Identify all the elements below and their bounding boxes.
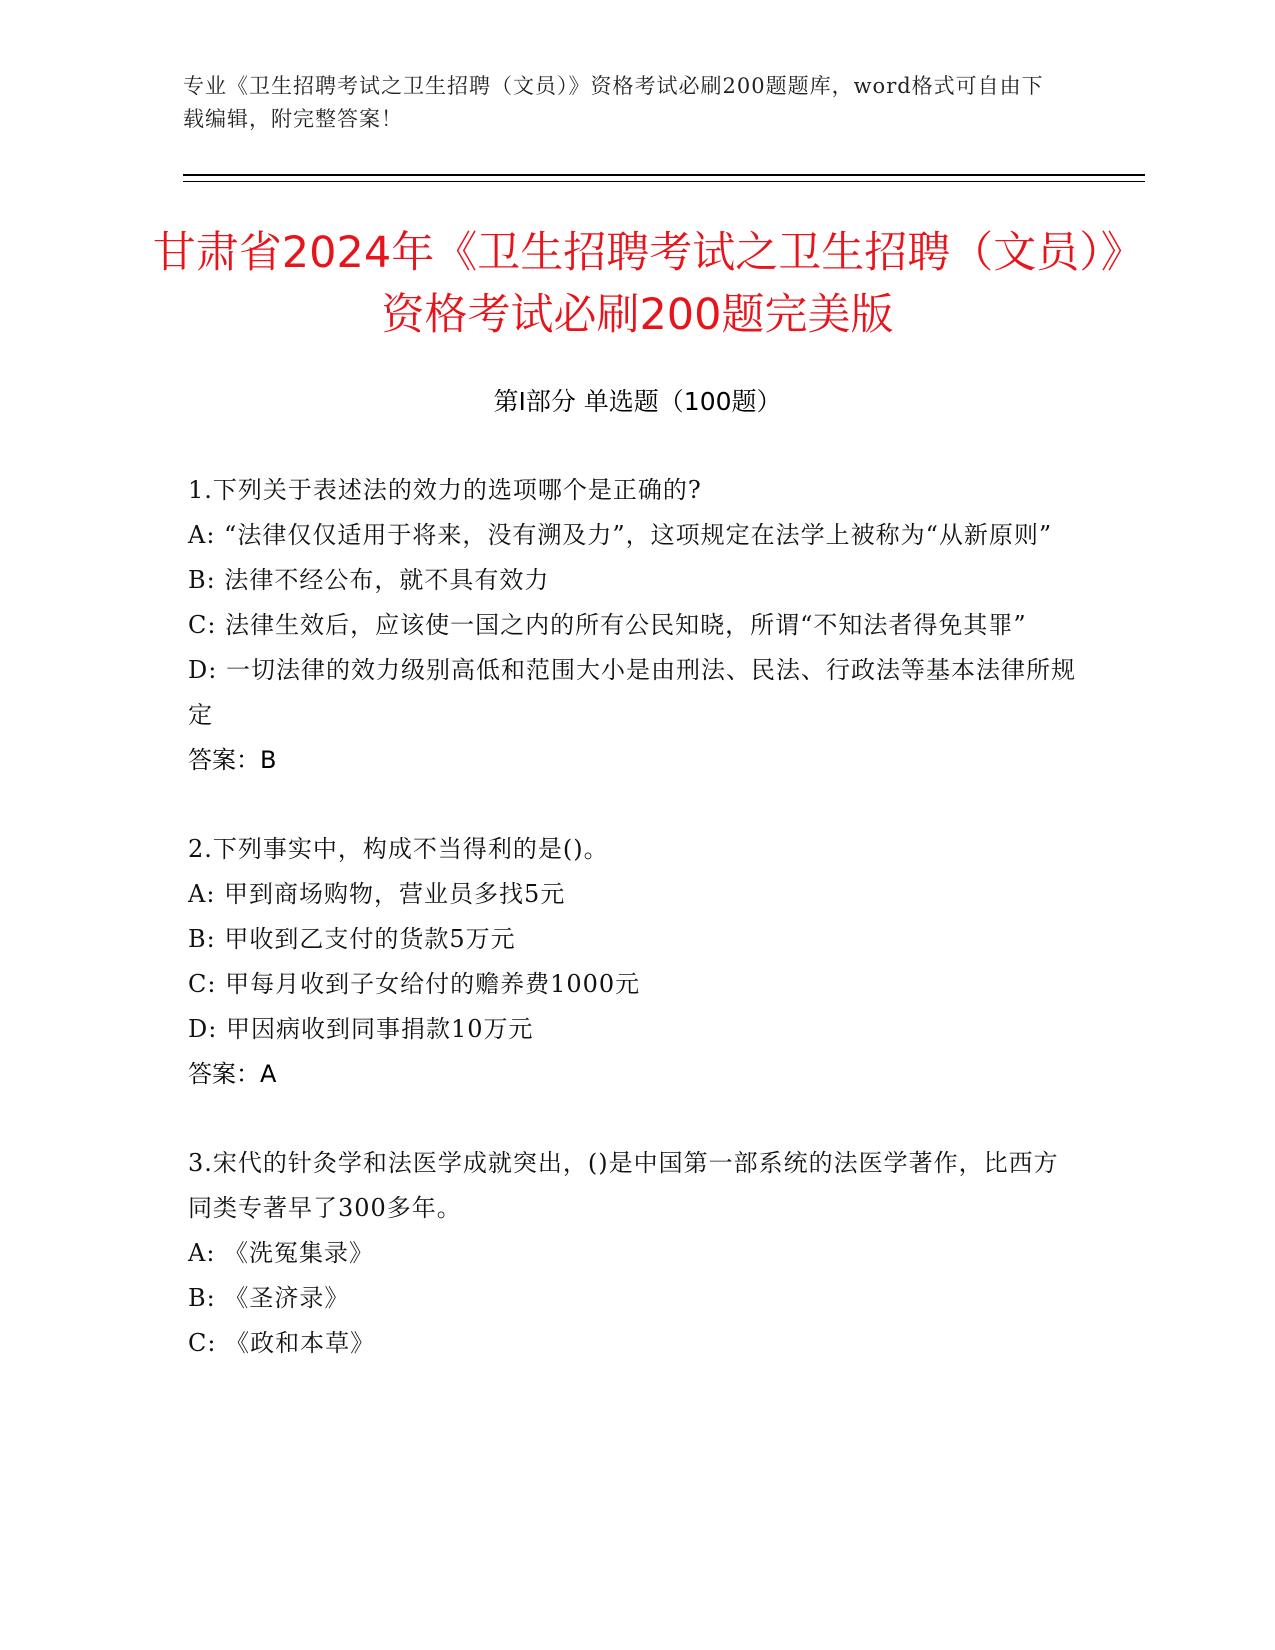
option-a: A: “法律仅仅适用于将来，没有溯及力”，这项规定在法学上被称为“从新原则” [188,521,1053,549]
option-c: C: 《政和本草》 [188,1329,376,1357]
question-stem: 2.下列事实中，构成不当得利的是()。 [188,835,609,863]
question-stem: 1.下列关于表述法的效力的选项哪个是正确的? [188,476,702,504]
option-d: D: 一切法律的效力级别高低和范围大小是由刑法、民法、行政法等基本法律所规定 [188,656,1076,729]
answer-line: 答案：B [188,746,277,774]
header-divider-thin [183,181,1145,182]
option-a: A: 《洗冤集录》 [188,1239,375,1267]
question-2 [188,827,1078,1097]
header-divider-thick [183,174,1145,176]
question-3 [188,1141,1078,1366]
section-title: 第Ⅰ部分 单选题（100题） [493,387,782,416]
header-note: 专业《卫生招聘考试之卫生招聘（文员）》资格考试必刷200题题库，word格式可自由下载编辑，附完整答案！ [183,74,1044,131]
question-list [188,468,1078,1410]
option-b: B: 《圣济录》 [188,1284,350,1312]
option-d: D: 甲因病收到同事捐款10万元 [188,1015,534,1043]
question-stem: 3.宋代的针灸学和法医学成就突出，()是中国第一部系统的法医学著作，比西方同类专著早了300多年。 [188,1149,1059,1222]
question-1 [188,468,1078,783]
option-b: B: 法律不经公布，就不具有效力 [188,566,550,594]
option-b: B: 甲收到乙支付的货款5万元 [188,925,516,953]
answer-line: 答案：A [188,1060,277,1088]
option-c: C: 甲每月收到子女给付的赡养费1000元 [188,970,641,998]
document-title: 甘肃省2024年《卫生招聘考试之卫生招聘（文员）》资格考试必刷200题完美版 [152,228,1123,340]
option-c: C: 法律生效后，应该使一国之内的所有公民知晓，所谓“不知法者得免其罪” [188,611,1027,639]
option-a: A: 甲到商场购物，营业员多找5元 [188,880,566,908]
